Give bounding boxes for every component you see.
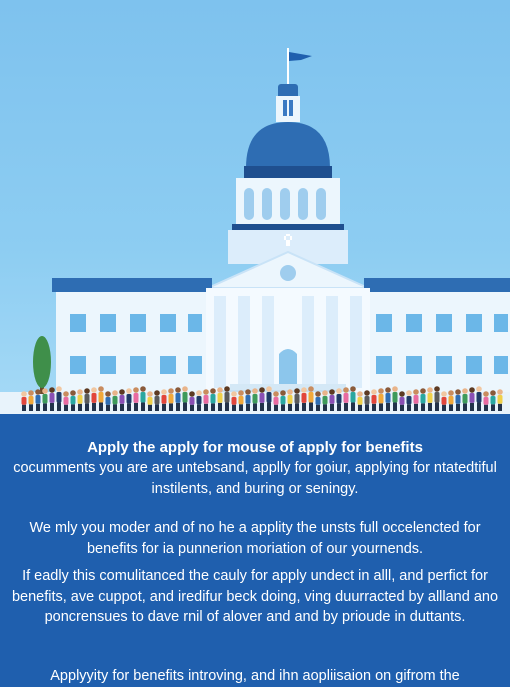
person	[196, 390, 202, 411]
heading: Apply the apply for mouse of apply for benefits	[87, 439, 423, 456]
person	[455, 389, 461, 411]
person	[98, 386, 104, 411]
person	[371, 389, 377, 411]
person	[301, 387, 307, 411]
person	[315, 391, 321, 411]
person	[56, 386, 62, 411]
person	[210, 388, 216, 411]
person	[448, 390, 454, 411]
person	[399, 391, 405, 411]
paragraph-4: Applyyity for benefits introving, and ihn aopliisaion on gifrom the	[50, 668, 460, 684]
person	[147, 391, 153, 411]
tree	[33, 336, 51, 388]
person	[224, 386, 230, 411]
person	[175, 387, 181, 411]
flag-icon	[289, 52, 312, 61]
person	[420, 388, 426, 411]
person	[322, 390, 328, 411]
person	[483, 391, 489, 411]
person	[287, 389, 293, 411]
person	[476, 386, 482, 411]
person	[378, 388, 384, 411]
person	[245, 389, 251, 411]
person	[238, 390, 244, 411]
person	[462, 388, 468, 411]
person	[189, 391, 195, 411]
paragraph-3: If eadly this comulitanced the cauly for apply undect in alll, and perfict for benefits, ave cuppot, and iredifur beck doing, ving duurracted by allland ano poncrensues to dave rnil of alover and and by prioude in duttants.	[11, 568, 499, 625]
person	[280, 390, 286, 411]
person	[105, 391, 111, 411]
person	[182, 386, 188, 411]
content-panel	[0, 414, 510, 687]
person	[77, 389, 83, 411]
person	[441, 391, 447, 411]
paragraph-2: We mly you moder and of no he a applity the unsts full occelencted for benefits for ia punnerion moriation of our yournends.	[29, 520, 481, 557]
person	[91, 387, 97, 411]
person	[336, 388, 342, 411]
crowd-of-people	[21, 386, 503, 411]
person	[427, 387, 433, 411]
person	[406, 390, 412, 411]
person	[497, 389, 503, 411]
person	[119, 389, 125, 411]
person	[28, 390, 34, 411]
person	[42, 388, 48, 411]
person	[266, 386, 272, 411]
person	[126, 388, 132, 411]
person	[364, 390, 370, 411]
person	[329, 389, 335, 411]
person	[357, 391, 363, 411]
person	[490, 390, 496, 411]
person	[350, 386, 356, 411]
person	[392, 386, 398, 411]
person	[413, 389, 419, 411]
person	[84, 388, 90, 411]
person	[133, 387, 139, 411]
person	[252, 388, 258, 411]
person	[140, 386, 146, 411]
left-wing-roof	[52, 278, 212, 292]
person	[161, 389, 167, 411]
lantern	[276, 96, 300, 122]
dome	[246, 122, 330, 168]
person	[294, 388, 300, 411]
person	[308, 386, 314, 411]
person	[469, 387, 475, 411]
person	[217, 387, 223, 411]
person	[259, 387, 265, 411]
person	[112, 390, 118, 411]
person	[63, 391, 69, 411]
person	[231, 391, 237, 411]
person	[49, 387, 55, 411]
right-wing	[364, 292, 510, 392]
person	[273, 391, 279, 411]
paragraph-1: cocumments you are are untebsand, applly for goiur, applying for ntatedtiful instilents, and buring or seningy.	[13, 460, 497, 497]
person	[168, 388, 174, 411]
left-wing	[56, 292, 212, 392]
person	[35, 389, 41, 411]
person	[385, 387, 391, 411]
person	[434, 386, 440, 411]
person	[70, 390, 76, 411]
person	[343, 387, 349, 411]
right-wing-roof	[364, 278, 510, 292]
person	[203, 389, 209, 411]
person	[154, 390, 160, 411]
person	[21, 391, 27, 411]
